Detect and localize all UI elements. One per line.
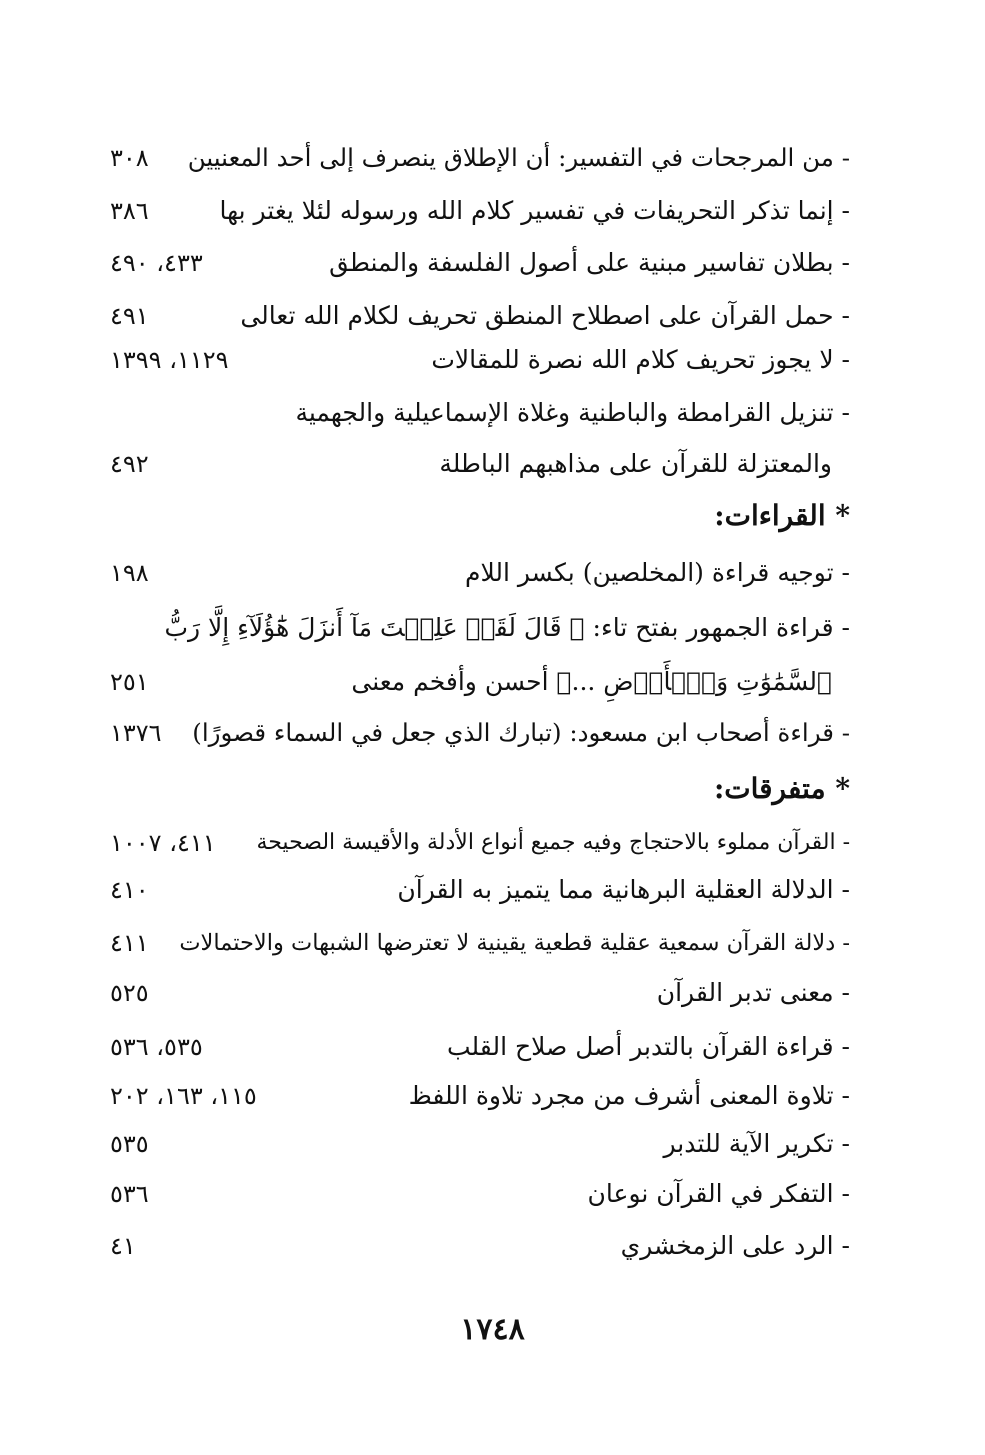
index-entry	[100, 863, 850, 917]
entry-text: - توجيه قراءة (المخلصين) بكسر اللام	[464, 558, 850, 587]
entry-text: - من المرجحات في التفسير: أن الإطلاق ينصرف إلى أحد المعنيين	[187, 143, 850, 172]
section-heading-readings: * القراءات:	[714, 499, 850, 532]
entry-text: - القرآن مملوء بالاحتجاج وفيه جميع أنواع الأدلة والأقيسة الصحيحة	[256, 830, 850, 855]
entry-text: - قراءة أصحاب ابن مسعود: (تبارك الذي جعل في السماء قصورًا)	[192, 718, 850, 747]
entry-page-refs: ٥٣٥، ٥٣٦	[110, 1033, 203, 1061]
entry-text: - التفكر في القرآن نوعان	[587, 1179, 850, 1208]
entry-text: ٱلسَّمَٰوَٰتِ وَٱلۡأَرۡضِ ...﴾ أحسن وأفخم معنى	[351, 667, 832, 696]
entry-text: - الدلالة العقلية البرهانية مما يتميز به القرآن	[397, 875, 850, 904]
entry-page-refs: ٢٥١	[110, 668, 149, 696]
entry-text: - تلاوة المعنى أشرف من مجرد تلاوة اللفظ	[408, 1081, 850, 1110]
entry-page-refs: ٥٢٥	[110, 979, 149, 1007]
entry-page-refs: ٤٩٢	[110, 450, 149, 478]
index-entry	[100, 816, 850, 870]
index-entry	[100, 916, 850, 970]
entry-text: - تكرير الآية للتدبر	[663, 1129, 850, 1158]
entry-text: - حمل القرآن على اصطلاح المنطق تحريف لكلام الله تعالى	[240, 301, 850, 330]
index-entry-continuation	[100, 655, 850, 709]
index-entry	[100, 131, 850, 185]
index-entry	[100, 386, 850, 440]
entry-text: والمعتزلة للقرآن على مذاهبهم الباطلة	[439, 449, 832, 478]
index-entry	[100, 333, 850, 387]
entry-text: - إنما تذكر التحريفات في تفسير كلام الله ورسوله لئلا يغتر بها	[219, 196, 850, 225]
page-number: ١٧٤٨	[460, 1312, 525, 1347]
index-entry	[100, 546, 850, 600]
entry-page-refs: ٥٣٦	[110, 1180, 149, 1208]
entry-page-refs: ١١٢٩، ١٣٩٩	[110, 346, 229, 374]
section-heading-misc: * متفرقات:	[713, 772, 850, 805]
entry-text: - دلالة القرآن سمعية عقلية قطعية يقينية لا تعترضها الشبهات والاحتمالات	[179, 930, 850, 956]
entry-page-refs: ٣٠٨	[110, 144, 149, 172]
entry-text: - بطلان تفاسير مبنية على أصول الفلسفة والمنطق	[329, 248, 850, 277]
entry-page-refs: ٤١١	[110, 929, 149, 957]
entry-page-refs: ٤١	[110, 1232, 136, 1260]
index-entry-continuation	[100, 437, 850, 491]
entry-text: - لا يجوز تحريف كلام الله نصرة للمقالات	[431, 345, 850, 374]
entry-page-refs: ٤٩١	[110, 302, 149, 330]
entry-page-refs: ١١٥، ١٦٣، ٢٠٢	[110, 1082, 257, 1110]
entry-page-refs: ١٩٨	[110, 559, 149, 587]
index-entry	[100, 1020, 850, 1074]
index-entry	[100, 1117, 850, 1171]
index-entry	[100, 1167, 850, 1221]
index-entry	[100, 1069, 850, 1123]
entry-page-refs: ٥٣٥	[110, 1130, 149, 1158]
entry-page-refs: ٣٨٦	[110, 197, 149, 225]
entry-page-refs: ٤١٠	[110, 876, 149, 904]
index-entry	[100, 601, 850, 655]
entry-text: - قراءة القرآن بالتدبر أصل صلاح القلب	[446, 1032, 850, 1061]
index-entry	[100, 236, 850, 290]
index-entry	[100, 966, 850, 1020]
entry-page-refs: ٤١١، ١٠٠٧	[110, 829, 216, 857]
index-entry	[100, 1219, 850, 1273]
entry-text: - تنزيل القرامطة والباطنية وغلاة الإسماعيلية والجهمية	[295, 398, 850, 427]
entry-text: - قراءة الجمهور بفتح تاء: ﴿ قَالَ لَقَدۡ عَلِمۡتَ مَآ أَنزَلَ هَٰٓؤُلَآءِ إِلَّا رَبُّ	[164, 613, 850, 642]
entry-text: - معنى تدبر القرآن	[656, 978, 850, 1007]
index-entry	[100, 184, 850, 238]
entry-text: - الرد على الزمخشري	[620, 1231, 850, 1260]
index-entry	[100, 706, 850, 760]
entry-page-refs: ١٣٧٦	[110, 719, 162, 747]
entry-page-refs: ٤٣٣، ٤٩٠	[110, 249, 203, 277]
